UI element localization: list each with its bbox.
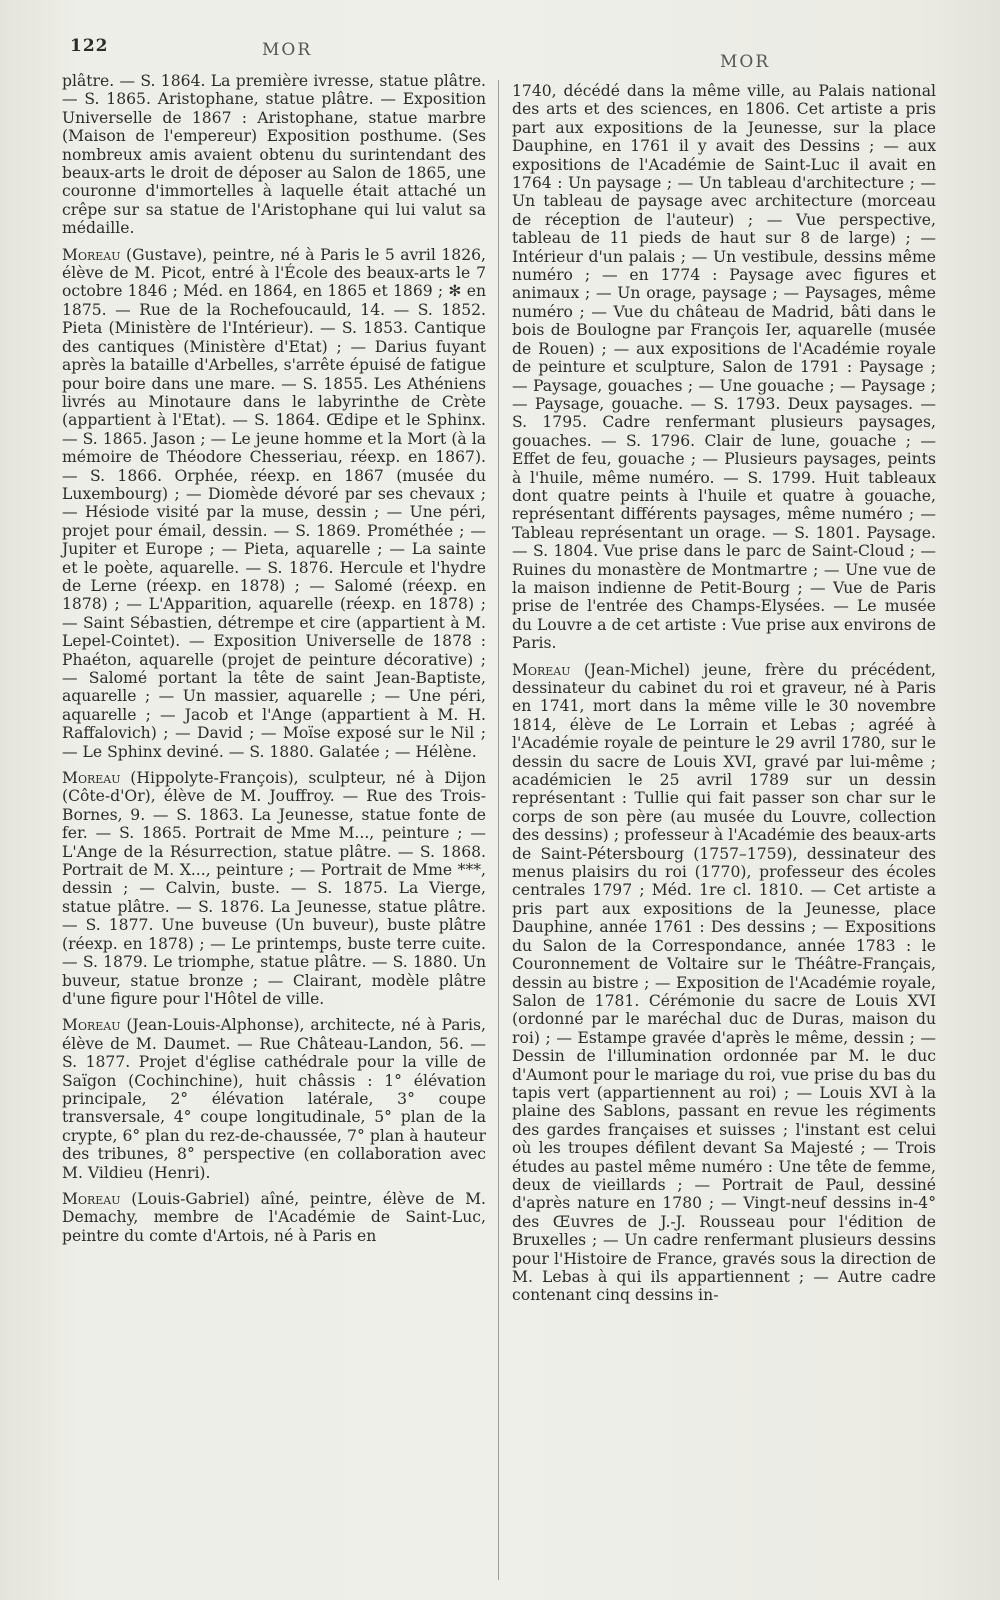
column-divider: [498, 80, 499, 1580]
entry-moreau-hippolyte: [62, 769, 486, 1008]
entry-name: Moreau: [62, 1189, 121, 1208]
entry-text: (Hippolyte-François), sculpteur, né à Dijon (Côte-d'Or), élève de M. Jouffroy. — Rue des Trois-Bornes, 9. — S. 1863. La Jeunesse, statue fonte de fer. — S. 1865. Portrait de Mme M..., peinture ; — L'Ange de la Résurrection, statue plâtre. — S. 1868. Portrait de M. X..., peinture ; — Portrait de Mme ***, dessin ; — Calvin, buste. — S. 1875. La Vierge, statue plâtre. — S. 1876. La Jeunesse, statue plâtre. — S. 1877. Une buveuse (Un buveur), buste plâtre (réexp. en 1878) ; — Le printemps, buste terre cuite. — S. 1879. Le triomphe, statue plâtre. — S. 1880. Un buveur, statue bronze ; — Clairant, modèle plâtre d'une figure pour l'Hôtel de ville.: [62, 769, 486, 1008]
entry-moreau-jean-michel: [512, 661, 936, 1305]
entry-text: 1740, décédé dans la même ville, au Palais national des arts et des sciences, en 1806. Cet artiste a pris part aux expositions de la Jeunesse, sur la place Dauphine, en 1761 il y avait des Dessins ; — aux expositions de l'Académie de Saint-Luc il avait en 1764 : Un paysage ; — Un tableau d'architecture ; — Un tableau de paysage avec architecture (morceau de réception de l'auteur) ; — Vue perspective, tableau de 11 pieds de haut sur 8 de large) ; — Intérieur d'un palais ; — Un vestibule, dessins même numéro ; — en 1774 : Paysage avec figures et animaux ; — Un orage, paysage ; — Paysages, même numéro ; — Vue du château de Madrid, bâti dans le bois de Boulogne par François Ier, aquarelle (musée de Rouen) ; — aux expositions de l'Académie royale de peinture et sculpture, Salon de 1791 : Paysage ; — Paysage, gouaches ; — Une gouache ; — Paysage ; — Paysage, gouache. — S. 1793. Deux paysages. — S. 1795. Cadre renfermant plusieurs paysages, gouaches. — S. 1796. Clair de lune, gouache ; — Effet de feu, gouache ; — Plusieurs paysages, peints à l'huile, même numéro. — S. 1799. Huit tableaux dont quatre peints à l'huile et quatre à gouache, représentant différents paysages, même numéro ; — Tableau représentant un orage. — S. 1801. Paysage. — S. 1804. Vue prise dans le parc de Saint-Cloud ; — Ruines du monastère de Montmartre ; — Une vue de la maison indienne de Petit-Bourg ; — Vue de Paris prise de l'entrée des Champs-Elysées. — Le musée du Louvre a de cet artiste : Vue prise aux environs de Paris.: [512, 82, 936, 653]
running-head-left: MOR: [262, 40, 313, 60]
entry-continuation: [512, 82, 936, 653]
entry-name: Moreau: [62, 1016, 121, 1035]
entry-name: Moreau: [62, 769, 121, 788]
right-column: [512, 82, 936, 1305]
entry-moreau-gustave: [62, 246, 486, 761]
entry-text: (Jean-Louis-Alphonse), architecte, né à Paris, élève de M. Daumet. — Rue Château-Landon, 56. — S. 1877. Projet d'église cathédrale pour la ville de Saïgon (Cochinchine), huit châssis : 1° élévation principale, 2° élévation latérale, 3° coupe transversale, 4° coupe longitudinale, 5° plan de la crypte, 6° plan du rez-de-chaussée, 7° plan à hauteur des tribunes, 8° perspective (en collaboration avec M. Vildieu (Henri).: [62, 1016, 486, 1182]
left-column: [62, 72, 486, 1245]
entry-moreau-louis-gabriel: [62, 1190, 486, 1245]
entry-continuation: [62, 72, 486, 238]
entry-text: (Gustave), peintre, né à Paris le 5 avril 1826, élève de M. Picot, entré à l'École des beaux-arts le 7 octobre 1846 ; Méd. en 1864, en 1865 et 1869 ; ✻ en 1875. — Rue de la Rochefoucauld, 14. — S. 1852. Pieta (Ministère de l'Intérieur). — S. 1853. Cantique des cantiques (Ministère d'Etat) ; — Darius fuyant après la bataille d'Arbelles, s'arrête épuisé de fatigue pour boire dans une mare. — S. 1855. Les Athéniens livrés au Minotaure dans le labyrinthe de Crète (appartient à l'Etat). — S. 1864. Œdipe et le Sphinx. — S. 1865. Jason ; — Le jeune homme et la Mort (à la mémoire de Théodore Chesseriau, réexp. en 1867). — S. 1866. Orphée, réexp. en 1867 (musée du Luxembourg) ; — Diomède dévoré par ses chevaux ; — Hésiode visité par la muse, dessin ; — Une péri, projet pour émail, dessin. — S. 1869. Prométhée ; — Jupiter et Europe ; — Pieta, aquarelle ; — La sainte et le poète, aquarelle. — S. 1876. Hercule et l'hydre de Lerne (réexp. en 1878) ; — Salomé (réexp. en 1878) ; — L'Apparition, aquarelle (réexp. en 1878) ; — Saint Sébastien, détrempe et cire (appartient à M. Lepel-Cointet). — Exposition Universelle de 1878 : Phaéton, aquarelle (projet de peinture décorative) ; — Salomé portant la tête de saint Jean-Baptiste, aquarelle ; — Un massier, aquarelle ; — Une péri, aquarelle ; — Jacob et l'Ange (appartient à M. H. Raffalovich) ; — David ; — Moïse exposé sur le Nil ; — Le Sphinx deviné. — S. 1880. Galatée ; — Hélène.: [62, 245, 486, 761]
entry-moreau-jean-louis: [62, 1016, 486, 1182]
entry-text: (Louis-Gabriel) aîné, peintre, élève de M. Demachy, membre de l'Académie de Saint-Luc, peintre du comte d'Artois, né à Paris en: [62, 1189, 486, 1245]
entry-name: Moreau: [62, 245, 121, 264]
running-head-right: MOR: [720, 52, 771, 72]
entry-name: Moreau: [512, 660, 571, 679]
entry-text: (Jean-Michel) jeune, frère du précédent, dessinateur du cabinet du roi et graveur, né à Paris en 1741, mort dans la même ville le 30 novembre 1814, élève de Le Lorrain et Lebas ; agréé à l'Académie royale de peinture le 29 avril 1780, sur le dessin du sacre de Louis XVI, gravé par lui-même ; académicien le 25 avril 1789 sur un dessin représentant : Tullie qui fait passer son char sur le corps de son père (au musée du Louvre, collection des dessins) ; professeur à l'Académie des beaux-arts de Saint-Pétersbourg (1757–1759), dessinateur des menus plaisirs du roi (1770), professeur des écoles centrales 1797 ; Méd. 1re cl. 1810. — Cet artiste a pris part aux expositions de la Jeunesse, place Dauphine, année 1761 : Des dessins ; — Expositions du Salon de la Correspondance, année 1783 : le Couronnement de Voltaire sur le Théâtre-Français, dessin au bistre ; — Exposition de l'Académie royale, Salon de 1781. Cérémonie du sacre de Louis XVI (ordonné par le maréchal duc de Duras, maison du roi) ; — Estampe gravée d'après le même, dessin ; — Dessin de l'illumination ordonnée par M. le duc d'Aumont pour le mariage du roi, vue prise du bas du tapis vert (appartiennent au roi) ; — Louis XVI à la plaine des Sablons, passant en revue les régiments des gardes françaises et suisses ; l'instant est celui où les troupes défilent devant Sa Majesté ; — Trois études au pastel même numéro : Une tête de femme, deux de vieillards ; — Portrait de Paul, dessiné d'après nature en 1780 ; — Vingt-neuf dessins in-4° des Œuvres de J.-J. Rousseau pour l'édition de Bruxelles ; — Un cadre renfermant plusieurs dessins pour l'Histoire de France, gravés sous la direction de M. Lebas à qui ils appartiennent ; — Autre cadre contenant cinq dessins in-: [512, 660, 936, 1305]
entry-text: plâtre. — S. 1864. La première ivresse, statue plâtre. — S. 1865. Aristophane, statue plâtre. — Exposition Universelle de 1867 : Aristophane, statue marbre (Maison de l'empereur) Exposition posthume. (Ses nombreux amis avaient obtenu du surintendant des beaux-arts le droit de déposer au Salon de 1865, une couronne d'immortelles à laquelle était attaché un crêpe sur sa statue de l'Aristophane qui lui valut sa médaille.: [62, 72, 486, 238]
page-number: 122: [70, 36, 109, 56]
